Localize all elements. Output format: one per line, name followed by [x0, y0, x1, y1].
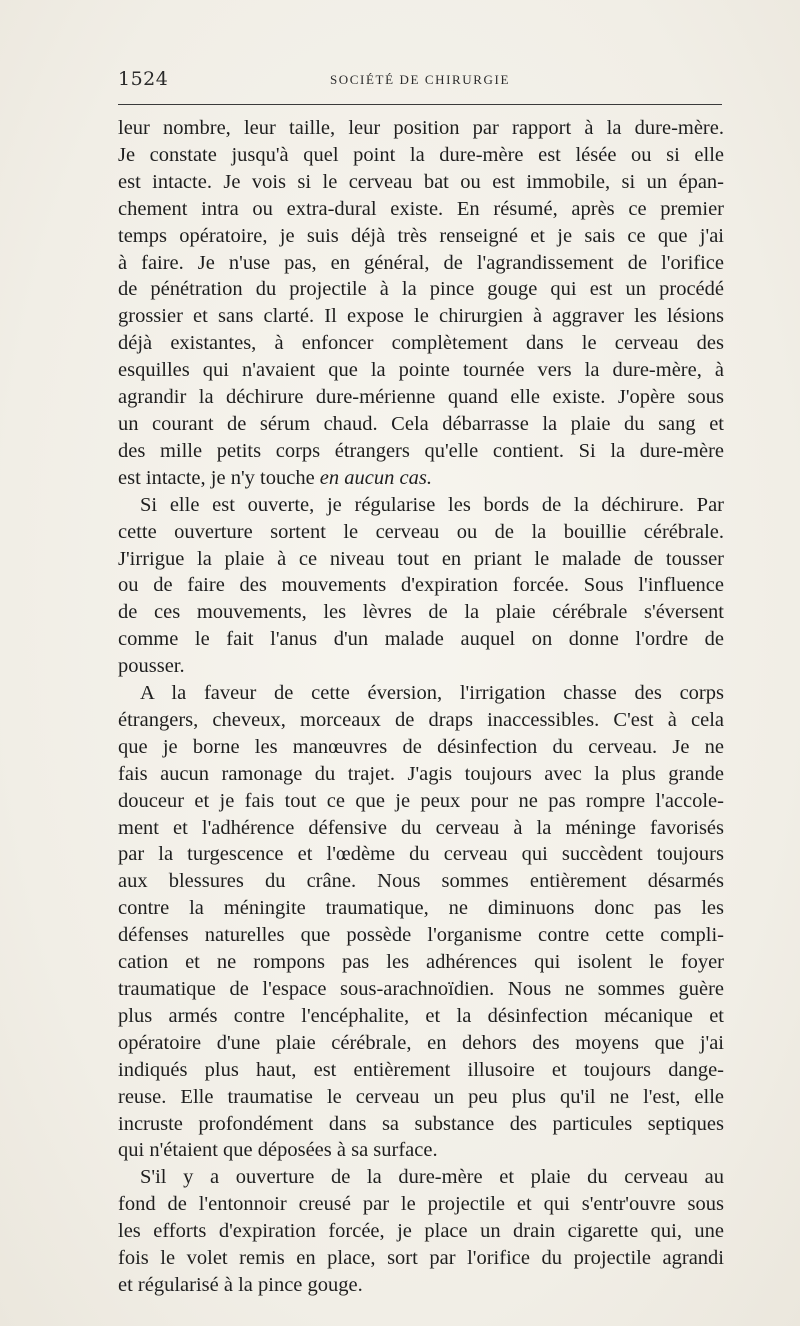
text-line: cette ouverture sortent le cerveau ou de la bouillie cérébrale.	[118, 520, 724, 543]
text-line: par la turgescence et l'œdème du cerveau qui succèdent toujours	[118, 843, 724, 866]
text-line: chement intra ou extra-dural existe. En résumé, après ce premier	[118, 197, 724, 220]
text-line: incruste profondément dans sa substance des particules septiques	[118, 1112, 724, 1135]
text-line: ment et l'adhérence défensive du cerveau à la méninge favorisés	[118, 816, 724, 839]
paragraph-4	[118, 1164, 724, 1299]
text-line: et régularisé à la pince gouge.	[118, 1273, 363, 1296]
text-line: fond de l'entonnoir creusé par le projectile et qui s'entr'ouvre sous	[118, 1193, 724, 1216]
text-line: est intacte. Je vois si le cerveau bat ou est immobile, si un épan-	[118, 170, 724, 193]
paragraph-3	[118, 680, 724, 1164]
text-line: traumatique de l'espace sous-arachnoïdien. Nous ne sommes guère	[118, 978, 724, 1000]
text-line: A la faveur de cette éversion, l'irrigation chasse des corps	[140, 682, 724, 705]
text-line: un courant de sérum chaud. Cela débarrasse la plaie du sang et	[118, 412, 724, 435]
text-line: S'il y a ouverture de la dure-mère et plaie du cerveau au	[140, 1166, 724, 1189]
text-line: contre la méningite traumatique, ne diminuons donc pas les	[118, 897, 724, 920]
text-line: que je borne les manœuvres de désinfection du cerveau. Je ne	[118, 735, 724, 758]
text-line: comme le fait l'anus d'un malade auquel on donne l'ordre de	[118, 628, 724, 651]
text-line: à faire. Je n'use pas, en général, de l'agrandissement de l'orifice	[118, 251, 724, 274]
text-line: reuse. Elle traumatise le cerveau un peu plus qu'il ne l'est, elle	[118, 1085, 724, 1108]
text-line: de ces mouvements, les lèvres de la plaie cérébrale s'éversent	[118, 601, 724, 624]
text-line: esquilles qui n'avaient que la pointe tournée vers la dure-mère, à	[118, 359, 724, 382]
text-line: des mille petits corps étrangers qu'elle contient. Si la dure-mère	[118, 439, 724, 462]
text-line: étrangers, cheveux, morceaux de draps inaccessibles. C'est à cela	[118, 708, 724, 731]
text-line: J'irrigue la plaie à ce niveau tout en priant le malade de tousser	[118, 547, 724, 570]
body-text	[118, 115, 724, 1299]
text-line: de pénétration du projectile à la pince gouge qui est un procédé	[118, 278, 724, 301]
text-line: aux blessures du crâne. Nous sommes entièrement désarmés	[118, 870, 724, 893]
text-line: Si elle est ouverte, je régularise les bords de la déchirure. Par	[140, 493, 724, 516]
paragraph-2	[118, 492, 724, 680]
text-line	[118, 465, 724, 492]
text-line-prefix: est intacte, je n'y touche	[118, 466, 320, 489]
text-line: qui n'étaient que déposées à sa surface.	[118, 1139, 438, 1162]
text-line: pousser.	[118, 655, 185, 678]
running-head: SOCIÉTÉ DE CHIRURGIE	[329, 72, 511, 87]
text-line: opératoire d'une plaie cérébrale, en dehors des moyens que j'ai	[118, 1031, 724, 1054]
text-line: déjà existantes, à enfoncer complètement dans le cerveau des	[118, 332, 724, 355]
text-line: les efforts d'expiration forcée, je place un drain cigarette qui, une	[118, 1220, 724, 1243]
text-line: Je constate jusqu'à quel point la dure-mère est lésée ou si elle	[118, 143, 724, 166]
text-line: agrandir la déchirure dure-mérienne quand elle existe. J'opère sous	[118, 386, 724, 409]
text-line: grossier et sans clarté. Il expose le chirurgien à aggraver les lésions	[118, 305, 724, 328]
italic-phrase: en aucun cas.	[319, 466, 432, 489]
text-line: cation et ne rompons pas les adhérences qui isolent le foyer	[118, 951, 724, 974]
text-line: leur nombre, leur taille, leur position par rapport à la dure-mère.	[118, 117, 724, 139]
page-header	[118, 68, 722, 100]
text-line: plus armés contre l'encéphalite, et la désinfection mécanique et	[118, 1004, 724, 1027]
text-line: indiqués plus haut, est entièrement illusoire et toujours dange-	[118, 1058, 724, 1081]
text-line: défenses naturelles que possède l'organisme contre cette compli-	[118, 924, 724, 947]
header-rule	[118, 104, 722, 105]
text-line: douceur et je fais tout ce que je peux pour ne pas rompre l'accole-	[118, 789, 724, 812]
paragraph-1	[118, 115, 724, 492]
text-line: fais aucun ramonage du trajet. J'agis toujours avec la plus grande	[118, 762, 724, 785]
text-line: fois le volet remis en place, sort par l'orifice du projectile agrandi	[118, 1247, 724, 1270]
text-line: ou de faire des mouvements d'expiration forcée. Sous l'influence	[118, 574, 724, 597]
page-number: 1524	[118, 68, 169, 90]
text-line: temps opératoire, je suis déjà très renseigné et je sais ce que j'ai	[118, 224, 724, 247]
